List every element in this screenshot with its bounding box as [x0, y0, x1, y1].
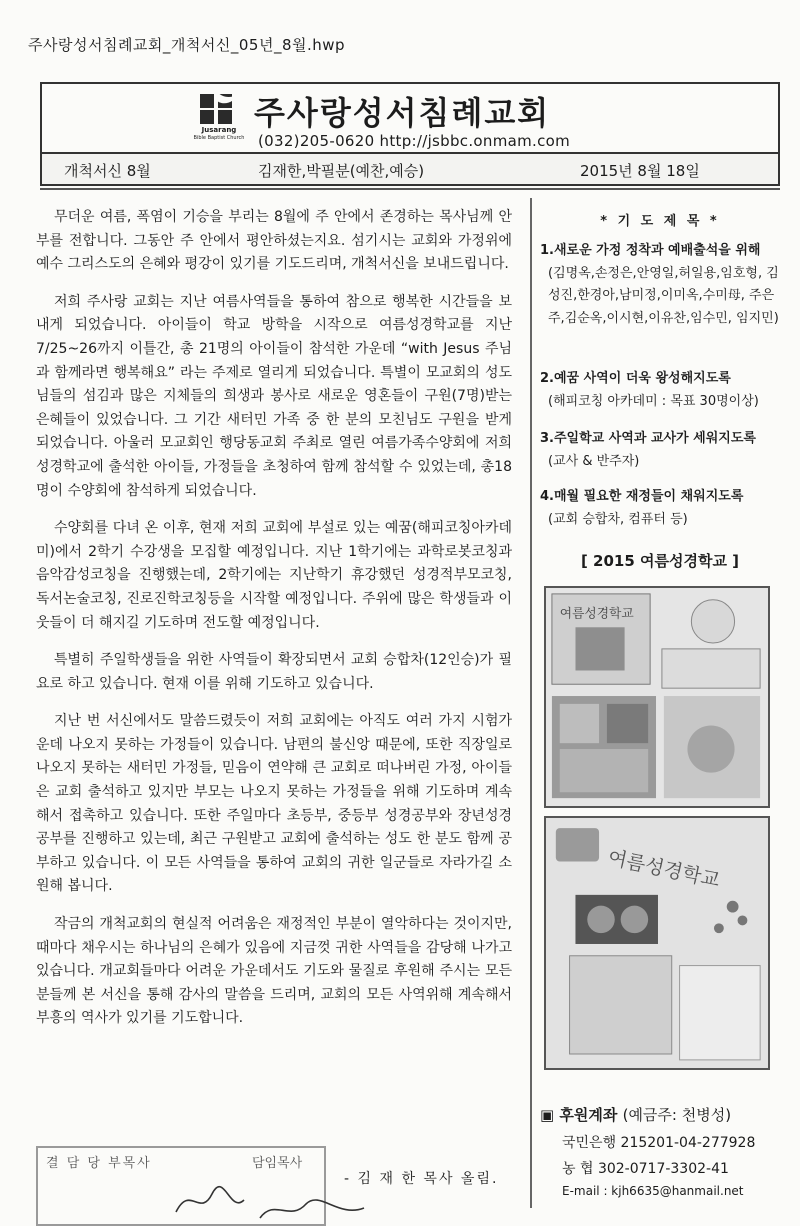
account-holder: (예금주: 천병성) [622, 1106, 732, 1124]
camp-title: [ 2015 여름성경학교 ] [580, 552, 740, 570]
bank-account-kookmin: 국민은행 215201-04-277928 [562, 1135, 756, 1151]
signoff: - 김 재 한 목사 올림. [344, 1171, 499, 1187]
church-contact: (032)205-0620 http://jsbbc.onmam.com [258, 132, 571, 150]
letter-authors: 김재한,박필분(예찬,예승) [258, 162, 425, 180]
approval-stamp-label: 결 담 당 부목사 [46, 1156, 152, 1171]
prayer-item [540, 368, 780, 413]
photo-caption: 여름성경학교 [559, 606, 634, 622]
prayer-item [540, 486, 780, 531]
camp-photo-collage-1 [544, 586, 770, 808]
prayer-item-detail: (교회 승합차, 컴퓨터 등) [548, 511, 688, 527]
prayer-item-head: 1.새로운 가정 정착과 예배출석을 위해 [540, 243, 761, 258]
approval-stamp-label-pastor: 담임목사 [252, 1156, 303, 1171]
prayer-item [540, 240, 780, 330]
letter-paragraph: 작금의 개척교회의 현실적 어려움은 재정적인 부분이 열악하다는 것이지만, 때마다 채우시는 하나님의 은혜가 있음에 지금껏 귀한 사역들을 감당해 나가고 있습니다. 개교회들마다 어려운 가운데서도 기도와 물질로 후원해 주시는 모든 분들께 본 서신을 통해 감사의 말씀을 드리며, 교회의 모든 사역위해 계속해서 부흥의 역사가 있기를 기도합니다. [36, 916, 512, 1027]
letter-paragraph: 특별히 주일학생들을 위한 사역들이 확장되면서 교회 승합차(12인승)가 필요로 하고 있습니다. 현재 이를 위해 기도하고 있습니다. [36, 652, 512, 692]
prayer-item-head: 3.주일학교 사역과 교사가 세워지도록 [540, 431, 756, 446]
prayer-item-head: 4.매월 필요한 재정들이 채워지도록 [540, 489, 744, 504]
prayer-item-detail: (교사 & 반주자) [548, 453, 640, 469]
prayer-title: * 기 도 제 목 * [600, 214, 720, 229]
sidebar-divider [530, 198, 532, 1208]
letter-paragraph: 지난 번 서신에서도 말씀드렸듯이 저희 교회에는 아직도 여러 가지 시험가운데 나오지 못하는 가정들이 있습니다. 남편의 불신앙 때문에, 또한 직장일로 나오지 못하는 새터민 가정들, 믿음이 연약해 큰 교회로 떠나버린 가정, 아이들은 교회 출석하고 있지만 부모는 나오지 못하는 가정들을 위해 기도하며 계속해서 접촉하고 있습니다. 또한 주일마다 초등부, 중등부 성경공부와 장년성경공부를 진행하고 있는데, 최근 구원받고 교회에 출석하는 성도 한 분도 함께 공부하고 있습니다. 이 모든 사역들을 통하여 교회의 귀한 일군들로 자라가길 소원해 봅니다. [36, 713, 512, 895]
contact-email: E-mail : kjh6635@hanmail.net [562, 1184, 744, 1198]
logo-subtitle: Bible Baptist Church [193, 135, 245, 141]
church-name: 주사랑성서침례교회 [254, 94, 551, 132]
prayer-item [540, 428, 780, 473]
letter-paragraph: 저희 주사랑 교회는 지난 여름사역들을 통하여 참으로 행복한 시간들을 보내게 되었습니다. 아이들이 학교 방학을 시작으로 여름성경학교를 지난 7/25~26까지 이틀간, 총 21명의 아이들이 참석한 가운데 “with Jesus 주님과 함께라면 행복해요” 라는 주제로 열리게 되었습니다. 특별이 모교회의 성도님들의 섬김과 많은 지체들의 희생과 봉사로 새로운 영혼들이 구원(7명)받는 은혜들이 있었습니다. 그 기간 새터민 가족 중 한 분의 모친님도 구원을 받게 되었습니다. 아울러 모교회인 행당동교회 주최로 열린 여름가족수양회에 저희 성경학교에 출석한 아이들, 가정들을 초청하여 함께 참석할 수 있었는데, 총18명이 수양회에 참석하게 되었습니다. [36, 293, 512, 499]
file-title: 주사랑성서침례교회_개척서신_05년_8월.hwp [28, 36, 346, 54]
bank-account-nonghyup: 농 협 302-0717-3302-41 [562, 1161, 729, 1177]
logo-name: Jusarang [201, 126, 237, 134]
signature-mark [170, 1178, 370, 1226]
letter-paragraph: 무더운 여름, 폭염이 기승을 부리는 8월에 주 안에서 존경하는 목사님께 안부를 전합니다. 그동안 주 안에서 평안하셨는지요. 섬기시는 교회와 가정위에 예수 그리스도의 은혜와 평강이 있기를 기도드리며, 개척서신을 보내드립니다. [36, 209, 512, 273]
letter-paragraph: 수양회를 다녀 온 이후, 현재 저희 교회에 부설로 있는 예꿈(해피코칭아카데미)에서 2학기 수강생을 모집할 예정입니다. 지난 1학기에는 과학로봇코칭과 음악감성코칭을 진행했는데, 2학기에는 지난학기 휴강했던 성경적부모코칭, 독서논술코칭, 진로진학코칭등을 시작할 예정입니다. 주위에 많은 학생들과 이웃들이 더 해지길 기도하며 전도할 예정입니다. [36, 520, 512, 631]
prayer-item-detail: (김명옥,손정은,안영일,허일용,임호형, 김성진,한경아,남미정,이미옥,수미母, 주은주,김순옥,이시현,이유찬,임수민, 임지민) [548, 265, 779, 326]
letter-body [36, 206, 512, 1045]
camp-photo-collage-2 [544, 816, 770, 1070]
divider [40, 188, 780, 190]
prayer-item-detail: (해피코칭 아카데미 : 목표 30명이상) [548, 393, 759, 409]
letter-label: 개척서신 8월 [64, 162, 151, 180]
account-label: ▣ 후원계좌 [540, 1106, 618, 1124]
photo-caption: 여름성경학교 [605, 845, 722, 892]
letter-date: 2015년 8월 18일 [580, 162, 700, 180]
prayer-item-head: 2.예꿈 사역이 더욱 왕성해지도록 [540, 371, 731, 386]
account-title [540, 1104, 731, 1125]
